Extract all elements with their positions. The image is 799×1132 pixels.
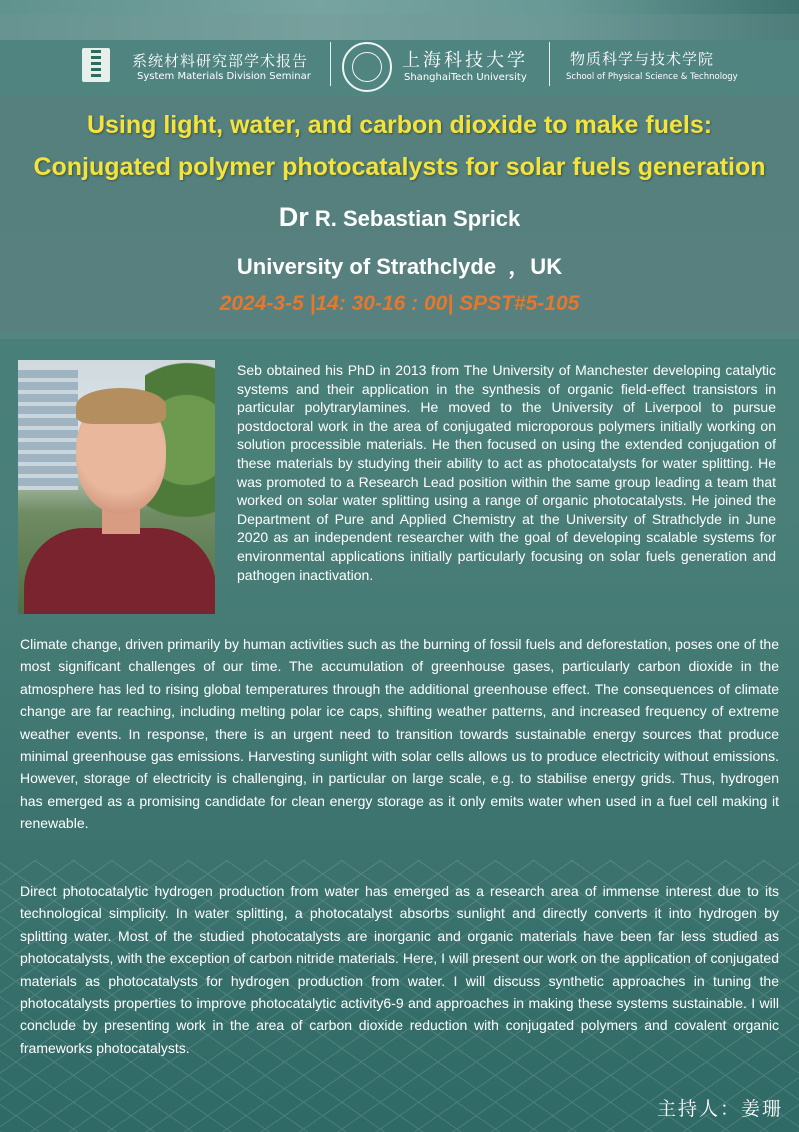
speaker-photo (18, 360, 215, 614)
speaker-bio: Seb obtained his PhD in 2013 from The University of Manchester developing catalytic systems and their application in the synthesis of organic field-effect transistors in particular polytrarylamines. He moved to the University of Liverpool to pursue postdoctoral work in the area of conjugated microporous polymers initially working on solution processible materials. He then focused on using the extended conjugation of these materials by studying their ability to act as photocatalysts for water splitting. He was promoted to a Research Lead position within the same group leading a team that worked on solar water splitting using a range of organic photocatalysts. He joined the Department of Pure and Applied Chemistry at the University of Strathclyde in June 2020 as an independent researcher with the goal of developing scalable systems for environmental applications initially particularly focusing on solar fuels generation and pathogen inactivation. (237, 362, 776, 583)
talk-title-line1: Using light, water, and carbon dioxide to make fuels: (86, 111, 713, 139)
logo-divider (330, 42, 331, 86)
talk-title-line2: Conjugated polymer photocatalysts for solar fuels generation (33, 153, 766, 181)
photo-shirt (24, 528, 215, 614)
photo-building (18, 370, 78, 490)
speaker-affiliation: University of Strathclyde ，UK (236, 254, 563, 279)
speaker-name-line (0, 202, 799, 233)
speaker-prefix: Dr (278, 202, 309, 232)
speaker-name: R. Sebastian Sprick (314, 206, 521, 231)
seminar-title-cn: 系统材料研究部学术报告 (132, 52, 309, 70)
abstract-paragraph-1: Climate change, driven primarily by human activities such as the burning of fossil fuels and deforestation, poses one of the most significant challenges of our time. The accumulation of greenhouse gases, particularly carbon dioxide in the atmosphere has led to rising global temperatures through the additional greenhouse effect. The consequences of climate change are far reaching, including melting polar ice caps, shifting weather patterns, and increased frequency of extreme weather events. In response, there is an urgent need to transition towards sustainable energy sources that produce minimal greenhouse gas emissions. Harvesting sunlight with solar cells allows us to produce electricity without emissions. However, storage of electricity is challenging, in particular on large scale, e.g. to stabilise energy grids. Thus, hydrogen has emerged as a promising candidate for clean energy storage as it only emits water when used in a fuel cell making it renewable. (20, 636, 779, 832)
school-name-en: School of Physical Science & Technology (566, 72, 738, 82)
university-seal-icon (342, 42, 392, 92)
university-name-en: ShanghaiTech University (404, 72, 527, 83)
host-name: 主持人：姜珊 (656, 1098, 783, 1120)
school-name-cn: 物质科学与技术学院 (570, 50, 715, 68)
talk-datetime-location: 2024-3-5 |14: 30-16 : 00| SPST#5-105 (219, 292, 580, 315)
seminar-title-en: System Materials Division Seminar (137, 71, 311, 82)
dna-helix-logo-icon (82, 48, 110, 82)
abstract-paragraph-2: Direct photocatalytic hydrogen production from water has emerged as a research area of immense interest due to its technological simplicity. In water splitting, a photocatalyst absorbs sunlight and directly converts it into hydrogen by splitting water. Most of the studied photocatalysts are inorganic and organic materials have been far less studied as photocatalysts, with the exception of carbon nitride materials. Here, I will present our work on the application of conjugated materials as photocatalysts for hydrogen production from water. I will discuss synthetic approaches in tuning the photocatalysts properties to improve photocatalytic activity6-9 and approaches in making these systems sustainable. I will conclude by presenting work in the area of carbon dioxide reduction with conjugated polymers and covalent organic frameworks photocatalysts. (20, 883, 779, 1056)
photo-hair (76, 388, 166, 424)
logo-row (0, 42, 799, 94)
university-name-cn: 上海科技大学 (402, 50, 528, 71)
logo-divider (549, 42, 550, 86)
